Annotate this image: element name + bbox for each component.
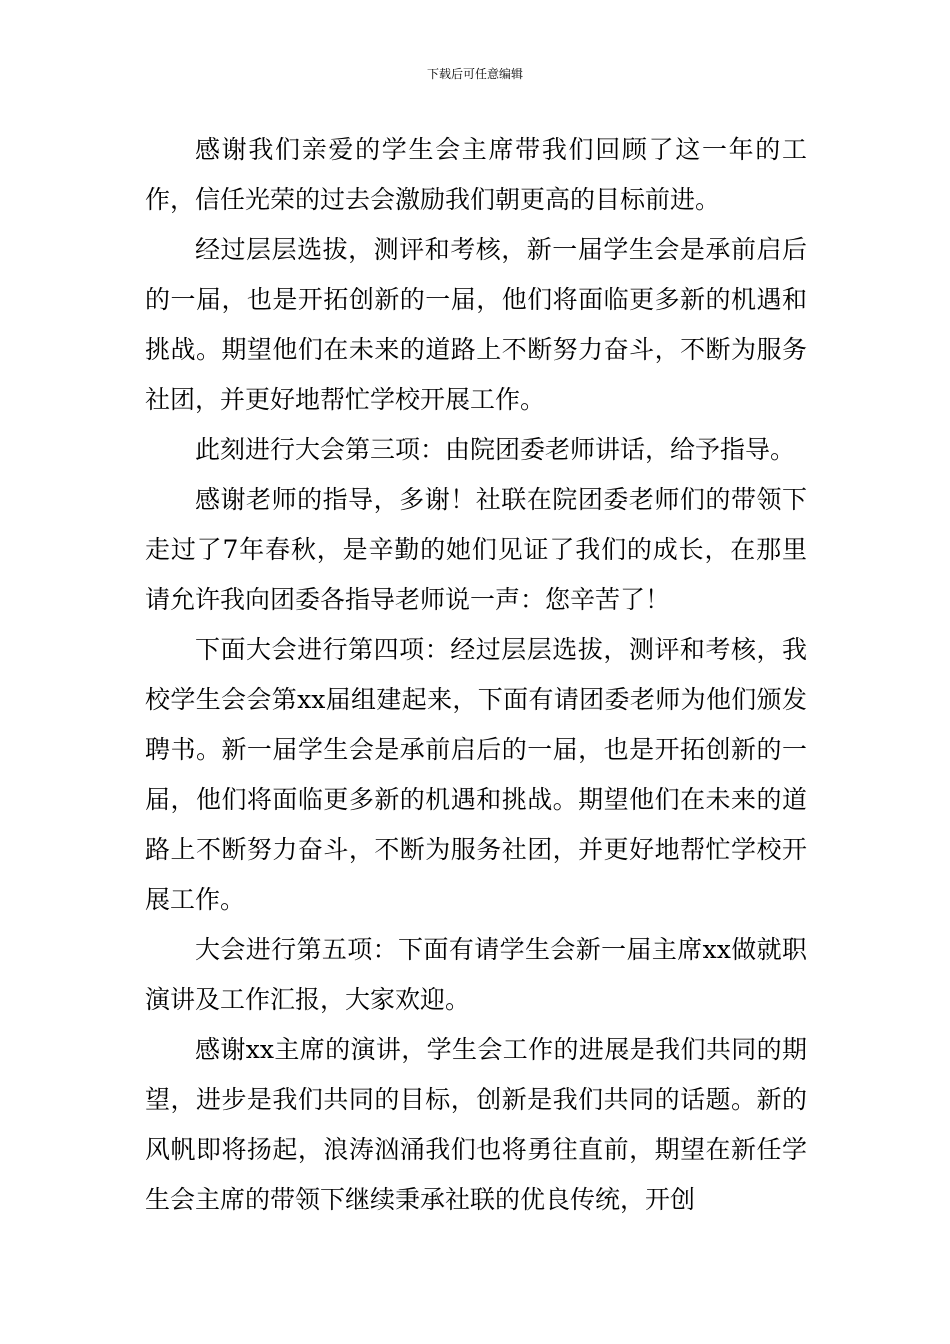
paragraph-5: 下面大会进行第四项：经过层层选拔，测评和考核，我校学生会会第xx届组建起来，下面有请团委老师为他们颁发聘书。新一届学生会是承前启后的一届，也是开拓创新的一届，他们将面临更多新的机遇和挑战。期望他们在未来的道路上不断努力奋斗，不断为服务社团，并更好地帮忙学校开展工作。 bbox=[145, 635, 807, 914]
header-note: 下载后可任意编辑 bbox=[426, 67, 523, 81]
paragraph-7: 感谢xx主席的演讲，学生会工作的进展是我们共同的期望，进步是我们共同的目标，创新是我们共同的话题。新的风帆即将扬起，浪涛汹涌我们也将勇往直前，期望在新任学生会主席的带领下继续秉承社联的优良传统，开创 bbox=[145, 1035, 807, 1214]
paragraph-4: 感谢老师的指导，多谢！社联在院团委老师们的带领下走过了7年春秋，是辛勤的她们见证了我们的成长，在那里请允许我向团委各指导老师说一声：您辛苦了！ bbox=[145, 485, 807, 614]
paragraph-2: 经过层层选拔，测评和考核，新一届学生会是承前启后的一届，也是开拓创新的一届，他们将面临更多新的机遇和挑战。期望他们在未来的道路上不断努力奋斗，不断为服务社团，并更好地帮忙学校开展工作。 bbox=[145, 235, 807, 414]
paragraph-6: 大会进行第五项：下面有请学生会新一届主席xx做就职演讲及工作汇报，大家欢迎。 bbox=[145, 935, 807, 1014]
paragraph-1: 感谢我们亲爱的学生会主席带我们回顾了这一年的工作，信任光荣的过去会激励我们朝更高的目标前进。 bbox=[145, 135, 807, 214]
document-body bbox=[145, 125, 807, 1225]
paragraph-3: 此刻进行大会第三项：由院团委老师讲话，给予指导。 bbox=[195, 435, 796, 464]
